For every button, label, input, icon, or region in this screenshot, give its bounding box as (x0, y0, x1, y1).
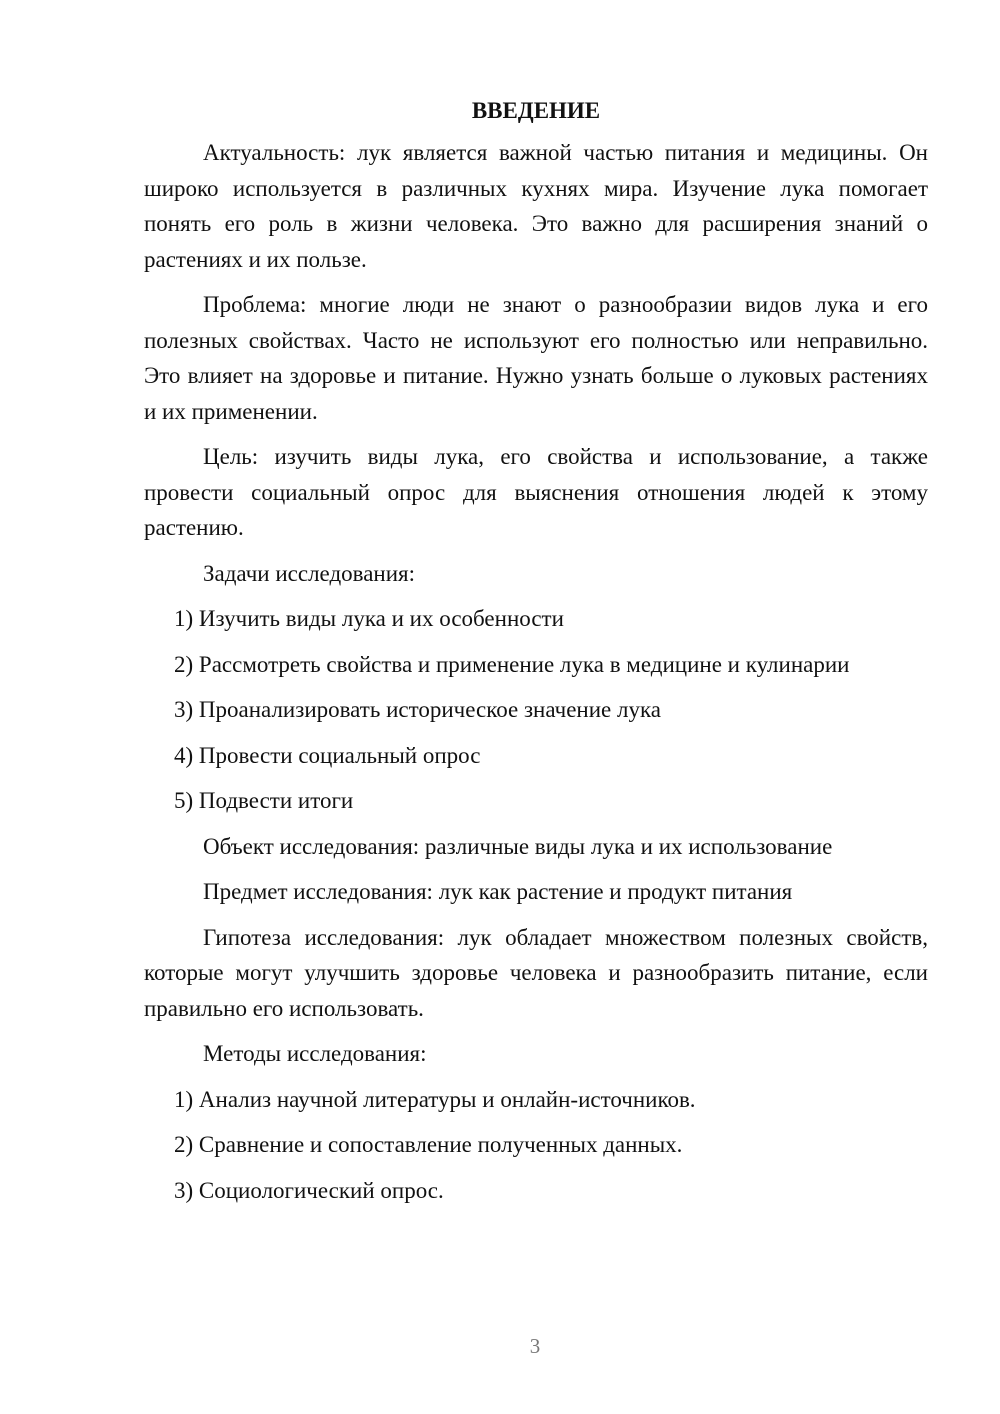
relevance-paragraph: Актуальность: лук является важной частью питания и медицины. Он широко используется в различных кухнях мира. Изучение лука помогает понять его роль в жизни человека. Это важно для расширения знаний о растениях и их пользе. (144, 140, 928, 272)
subject-line: Предмет исследования: лук как растение и продукт питания (203, 879, 793, 904)
list-item: 4) Провести социальный опрос (174, 742, 481, 768)
list-item: 5) Подвести итоги (174, 788, 354, 813)
list-item: 2) Рассмотреть свойства и применение лука в медицине и кулинарии (174, 651, 850, 677)
problem-paragraph: Проблема: многие люди не знают о разнообразии видов лука и его полезных свойствах. Часто не используют его полностью или неправильно. Это влияет на здоровье и питание. Нужно узнать больше о луковых растениях и их применении. (144, 292, 928, 424)
list-item: 1) Изучить виды лука и их особенности (174, 606, 564, 631)
tasks-list (144, 601, 928, 819)
tasks-heading: Задачи исследования: (203, 560, 416, 586)
list-item: 2) Сравнение и сопоставление полученных данных. (174, 1132, 683, 1157)
list-item: 3) Социологический опрос. (174, 1177, 444, 1203)
methods-list (144, 1082, 928, 1209)
object-line: Объект исследования: различные виды лука и их использование (203, 833, 833, 859)
methods-heading: Методы исследования: (203, 1041, 427, 1066)
page-content (144, 96, 928, 1218)
hypothesis-paragraph: Гипотеза исследования: лук обладает множеством полезных свойств, которые могут улучшить здоровье человека и разнообразить питание, если правильно его использовать. (144, 924, 928, 1021)
page-number: 3 (529, 1334, 541, 1358)
section-title: ВВЕДЕНИЕ (471, 98, 601, 123)
list-item: 3) Проанализировать историческое значение лука (174, 697, 662, 722)
goal-paragraph: Цель: изучить виды лука, его свойства и использование, а также провести социальный опрос для выяснения отношения людей к этому растению. (144, 444, 928, 540)
list-item: 1) Анализ научной литературы и онлайн-источников. (174, 1086, 696, 1112)
